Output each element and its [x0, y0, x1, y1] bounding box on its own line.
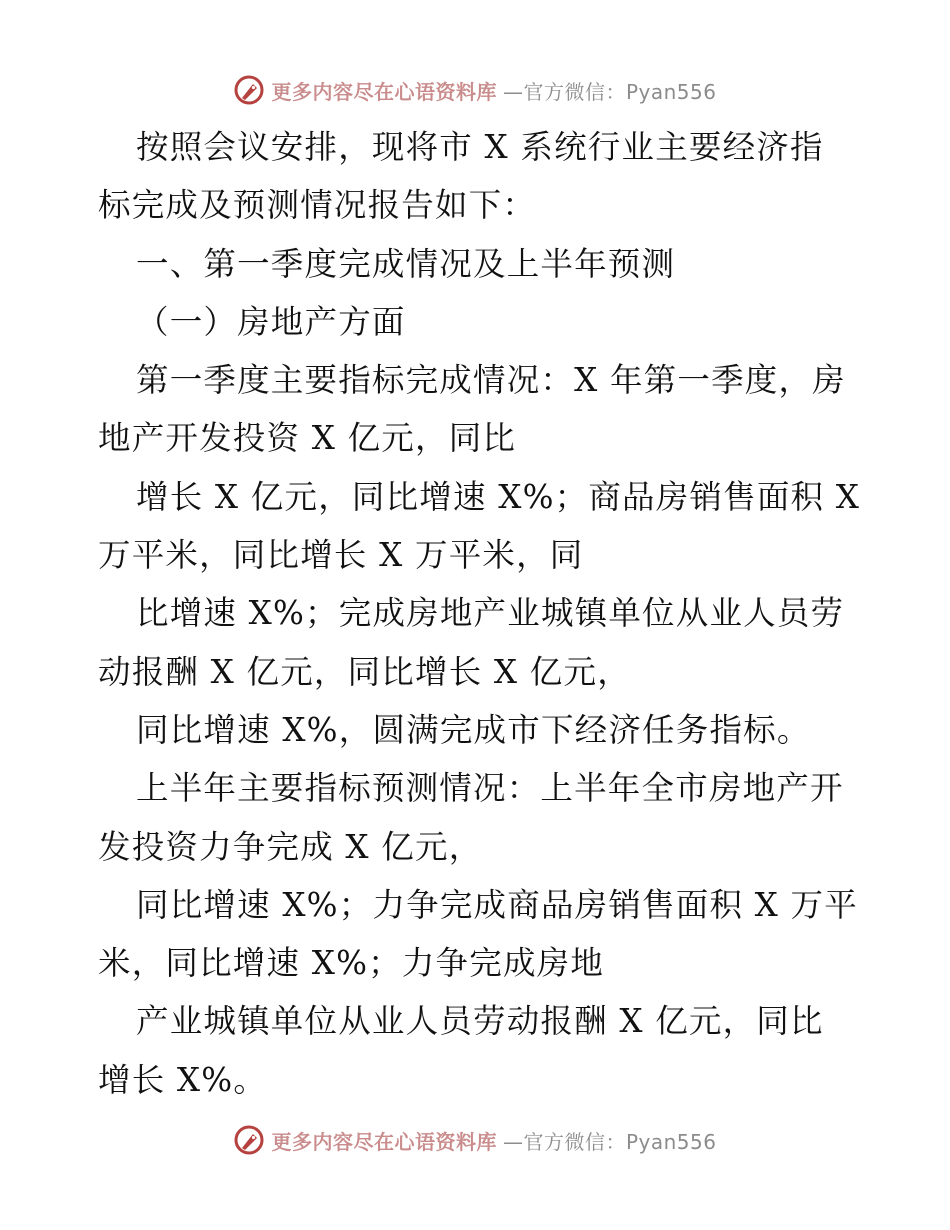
watermark-main-text: 更多内容尽在心语资料库: [271, 79, 497, 104]
watermark-main-text: 更多内容尽在心语资料库: [271, 1129, 497, 1154]
body-line: 按照会议安排，现将市 X 系统行业主要经济指: [136, 128, 824, 166]
body-line: 地产开发投资 X 亿元，同比: [98, 419, 517, 458]
subsection-heading: （一）房地产方面: [136, 302, 406, 341]
body-line: 万平米，同比增长 X 万平米，同: [98, 536, 584, 575]
watermark-footer: [0, 1120, 950, 1160]
body-line: 同比增速 X%；力争完成商品房销售面积 X 万平: [136, 885, 858, 924]
document-body: [98, 118, 861, 1109]
section-heading: 一、第一季度完成情况及上半年预测: [136, 244, 676, 283]
pen-nib-logo-icon: [233, 1124, 265, 1156]
body-line: 增长 X%。: [98, 1060, 268, 1099]
body-line: 动报酬 X 亿元，同比增长 X 亿元，: [98, 652, 631, 691]
body-line: 标完成及预测情况报告如下：: [98, 186, 537, 225]
pen-nib-logo-icon: [233, 74, 265, 106]
body-line: 产业城镇单位从业人员劳动报酬 X 亿元，同比: [136, 1002, 824, 1041]
body-line: 发投资力争完成 X 亿元，: [98, 827, 483, 866]
watermark-sub-text: —官方微信：Pyan556: [502, 79, 717, 104]
body-line: 比增速 X%；完成房地产业城镇单位从业人员劳: [136, 594, 845, 633]
watermark-sub-text: —官方微信：Pyan556: [502, 1129, 717, 1154]
body-line: 米，同比增速 X%；力争完成房地: [98, 944, 605, 983]
body-line: 上半年主要指标预测情况：上半年全市房地产开: [136, 769, 844, 808]
body-line: 增长 X 亿元，同比增速 X%；商品房销售面积 X: [136, 477, 861, 516]
body-line: 同比增速 X%，圆满完成市下经济任务指标。: [136, 710, 811, 749]
body-line: 第一季度主要指标完成情况：X 年第一季度，房: [136, 361, 846, 400]
watermark-header: [0, 70, 950, 110]
